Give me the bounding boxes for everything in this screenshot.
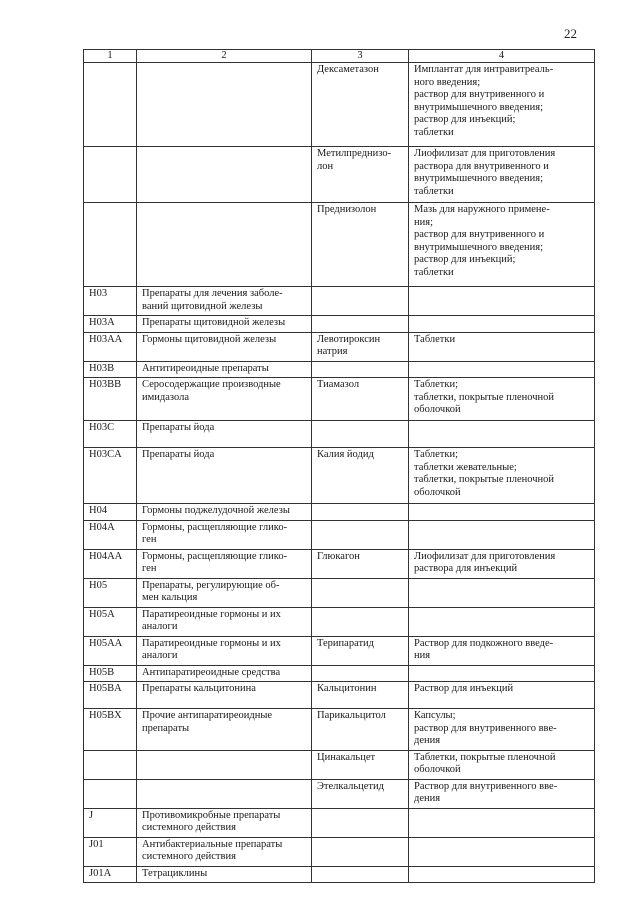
- anatomical-therapeutic-group-cell: [137, 203, 312, 287]
- dosage-form-cell: [409, 578, 595, 607]
- drug-name-cell: [312, 316, 409, 333]
- column-number: 3: [312, 50, 409, 63]
- dosage-form-cell: Лиофилизат для приготовления раствора для внутривенного и внутримышечного введения; таблетки: [409, 147, 595, 203]
- drug-name-cell: Кальцитонин: [312, 682, 409, 709]
- column-number-row: [84, 50, 595, 63]
- dosage-form-cell: [409, 607, 595, 636]
- table-row: [84, 448, 595, 504]
- atc-code-cell: H03: [84, 287, 137, 316]
- table-body: [84, 63, 595, 883]
- atc-code-cell: H05BX: [84, 709, 137, 751]
- anatomical-therapeutic-group-cell: Гормоны, расщепляющие глико- ген: [137, 520, 312, 549]
- anatomical-therapeutic-group-cell: Антитиреоидные препараты: [137, 361, 312, 378]
- table-row: [84, 665, 595, 682]
- atc-code-cell: H05: [84, 578, 137, 607]
- drug-name-cell: Калия йодид: [312, 448, 409, 504]
- table-row: [84, 779, 595, 808]
- anatomical-therapeutic-group-cell: Паратиреоидные гормоны и их аналоги: [137, 636, 312, 665]
- anatomical-therapeutic-group-cell: [137, 63, 312, 147]
- anatomical-therapeutic-group-cell: [137, 147, 312, 203]
- dosage-form-cell: [409, 287, 595, 316]
- dosage-form-cell: [409, 504, 595, 521]
- anatomical-therapeutic-group-cell: Антибактериальные препараты системного действия: [137, 837, 312, 866]
- atc-code-cell: H03AA: [84, 332, 137, 361]
- anatomical-therapeutic-group-cell: Препараты кальцитонина: [137, 682, 312, 709]
- page-number: 22: [564, 26, 577, 41]
- dosage-form-cell: [409, 665, 595, 682]
- anatomical-therapeutic-group-cell: [137, 750, 312, 779]
- atc-code-cell: H03A: [84, 316, 137, 333]
- drug-name-cell: Дексаметазон: [312, 63, 409, 147]
- table-row: [84, 578, 595, 607]
- table-row: [84, 332, 595, 361]
- anatomical-therapeutic-group-cell: Препараты, регулирующие об- мен кальция: [137, 578, 312, 607]
- atc-code-cell: J01: [84, 837, 137, 866]
- dosage-form-cell: [409, 361, 595, 378]
- anatomical-therapeutic-group-cell: Паратиреоидные гормоны и их аналоги: [137, 607, 312, 636]
- table-row: [84, 682, 595, 709]
- anatomical-therapeutic-group-cell: Гормоны щитовидной железы: [137, 332, 312, 361]
- table-row: [84, 636, 595, 665]
- drug-name-cell: [312, 665, 409, 682]
- table-row: [84, 63, 595, 147]
- atc-code-cell: H03BB: [84, 378, 137, 421]
- drug-name-cell: Этелкальцетид: [312, 779, 409, 808]
- atc-code-cell: [84, 750, 137, 779]
- drug-name-cell: Парикальцитол: [312, 709, 409, 751]
- drug-name-cell: [312, 361, 409, 378]
- table-row: [84, 361, 595, 378]
- dosage-form-cell: [409, 520, 595, 549]
- table-row: [84, 837, 595, 866]
- table-row: [84, 147, 595, 203]
- table-row: [84, 808, 595, 837]
- atc-code-cell: H04A: [84, 520, 137, 549]
- anatomical-therapeutic-group-cell: Антипаратиреоидные средства: [137, 665, 312, 682]
- table-row: [84, 421, 595, 448]
- table-row: [84, 520, 595, 549]
- drug-name-cell: [312, 607, 409, 636]
- atc-code-cell: H05A: [84, 607, 137, 636]
- drug-name-cell: Глюкагон: [312, 549, 409, 578]
- table-row: [84, 750, 595, 779]
- dosage-form-cell: Мазь для наружного примене- ния; раствор для внутривенного и внутримышечного введения; раствор для инъекций; таблетки: [409, 203, 595, 287]
- drug-name-cell: Терипаратид: [312, 636, 409, 665]
- dosage-form-cell: Имплантат для интравитреаль- ного введения; раствор для внутривенного и внутримышечного введения; раствор для инъекций; таблетки: [409, 63, 595, 147]
- anatomical-therapeutic-group-cell: Гормоны, расщепляющие глико- ген: [137, 549, 312, 578]
- anatomical-therapeutic-group-cell: Препараты йода: [137, 421, 312, 448]
- table-row: [84, 316, 595, 333]
- dosage-form-cell: [409, 866, 595, 883]
- anatomical-therapeutic-group-cell: Прочие антипаратиреоидные препараты: [137, 709, 312, 751]
- dosage-form-cell: Таблетки; таблетки, покрытые пленочной оболочкой: [409, 378, 595, 421]
- drug-name-cell: Цинакальцет: [312, 750, 409, 779]
- atc-code-cell: H03B: [84, 361, 137, 378]
- table-row: [84, 549, 595, 578]
- drug-name-cell: [312, 504, 409, 521]
- dosage-form-cell: [409, 808, 595, 837]
- table-row: [84, 287, 595, 316]
- drug-name-cell: [312, 866, 409, 883]
- dosage-form-cell: Таблетки; таблетки жевательные; таблетки, покрытые пленочной оболочкой: [409, 448, 595, 504]
- drug-name-cell: [312, 837, 409, 866]
- table-row: [84, 504, 595, 521]
- column-number: 1: [84, 50, 137, 63]
- anatomical-therapeutic-group-cell: [137, 779, 312, 808]
- table-row: [84, 866, 595, 883]
- atc-code-cell: H03CA: [84, 448, 137, 504]
- atc-code-cell: [84, 203, 137, 287]
- drug-name-cell: [312, 808, 409, 837]
- table-row: [84, 709, 595, 751]
- table-row: [84, 378, 595, 421]
- anatomical-therapeutic-group-cell: Серосодержащие производные имидазола: [137, 378, 312, 421]
- table-row: [84, 607, 595, 636]
- drug-name-cell: Метилпреднизо- лон: [312, 147, 409, 203]
- atc-code-cell: [84, 779, 137, 808]
- drug-name-cell: Левотироксин натрия: [312, 332, 409, 361]
- dosage-form-cell: Раствор для подкожного введе- ния: [409, 636, 595, 665]
- anatomical-therapeutic-group-cell: Препараты йода: [137, 448, 312, 504]
- atc-code-cell: [84, 63, 137, 147]
- anatomical-therapeutic-group-cell: Противомикробные препараты системного действия: [137, 808, 312, 837]
- dosage-form-cell: Капсулы; раствор для внутривенного вве- дения: [409, 709, 595, 751]
- dosage-form-cell: Таблетки: [409, 332, 595, 361]
- dosage-form-cell: [409, 837, 595, 866]
- table-row: [84, 203, 595, 287]
- atc-code-cell: J01A: [84, 866, 137, 883]
- dosage-form-cell: Раствор для внутривенного вве- дения: [409, 779, 595, 808]
- drug-name-cell: Тиамазол: [312, 378, 409, 421]
- dosage-form-cell: Таблетки, покрытые пленочной оболочкой: [409, 750, 595, 779]
- drug-name-cell: [312, 578, 409, 607]
- dosage-form-cell: Раствор для инъекций: [409, 682, 595, 709]
- atc-code-cell: [84, 147, 137, 203]
- drug-name-cell: [312, 421, 409, 448]
- anatomical-therapeutic-group-cell: Гормоны поджелудочной железы: [137, 504, 312, 521]
- anatomical-therapeutic-group-cell: Препараты щитовидной железы: [137, 316, 312, 333]
- column-number: 2: [137, 50, 312, 63]
- drug-table: [83, 49, 595, 883]
- anatomical-therapeutic-group-cell: Препараты для лечения заболе- ваний щитовидной железы: [137, 287, 312, 316]
- anatomical-therapeutic-group-cell: Тетрациклины: [137, 866, 312, 883]
- dosage-form-cell: Лиофилизат для приготовления раствора для инъекций: [409, 549, 595, 578]
- atc-code-cell: H04: [84, 504, 137, 521]
- atc-code-cell: J: [84, 808, 137, 837]
- drug-name-cell: [312, 287, 409, 316]
- dosage-form-cell: [409, 421, 595, 448]
- atc-code-cell: H03C: [84, 421, 137, 448]
- drug-name-cell: Преднизолон: [312, 203, 409, 287]
- column-number: 4: [409, 50, 595, 63]
- atc-code-cell: H05AA: [84, 636, 137, 665]
- atc-code-cell: H04AA: [84, 549, 137, 578]
- atc-code-cell: H05B: [84, 665, 137, 682]
- drug-name-cell: [312, 520, 409, 549]
- dosage-form-cell: [409, 316, 595, 333]
- atc-code-cell: H05BA: [84, 682, 137, 709]
